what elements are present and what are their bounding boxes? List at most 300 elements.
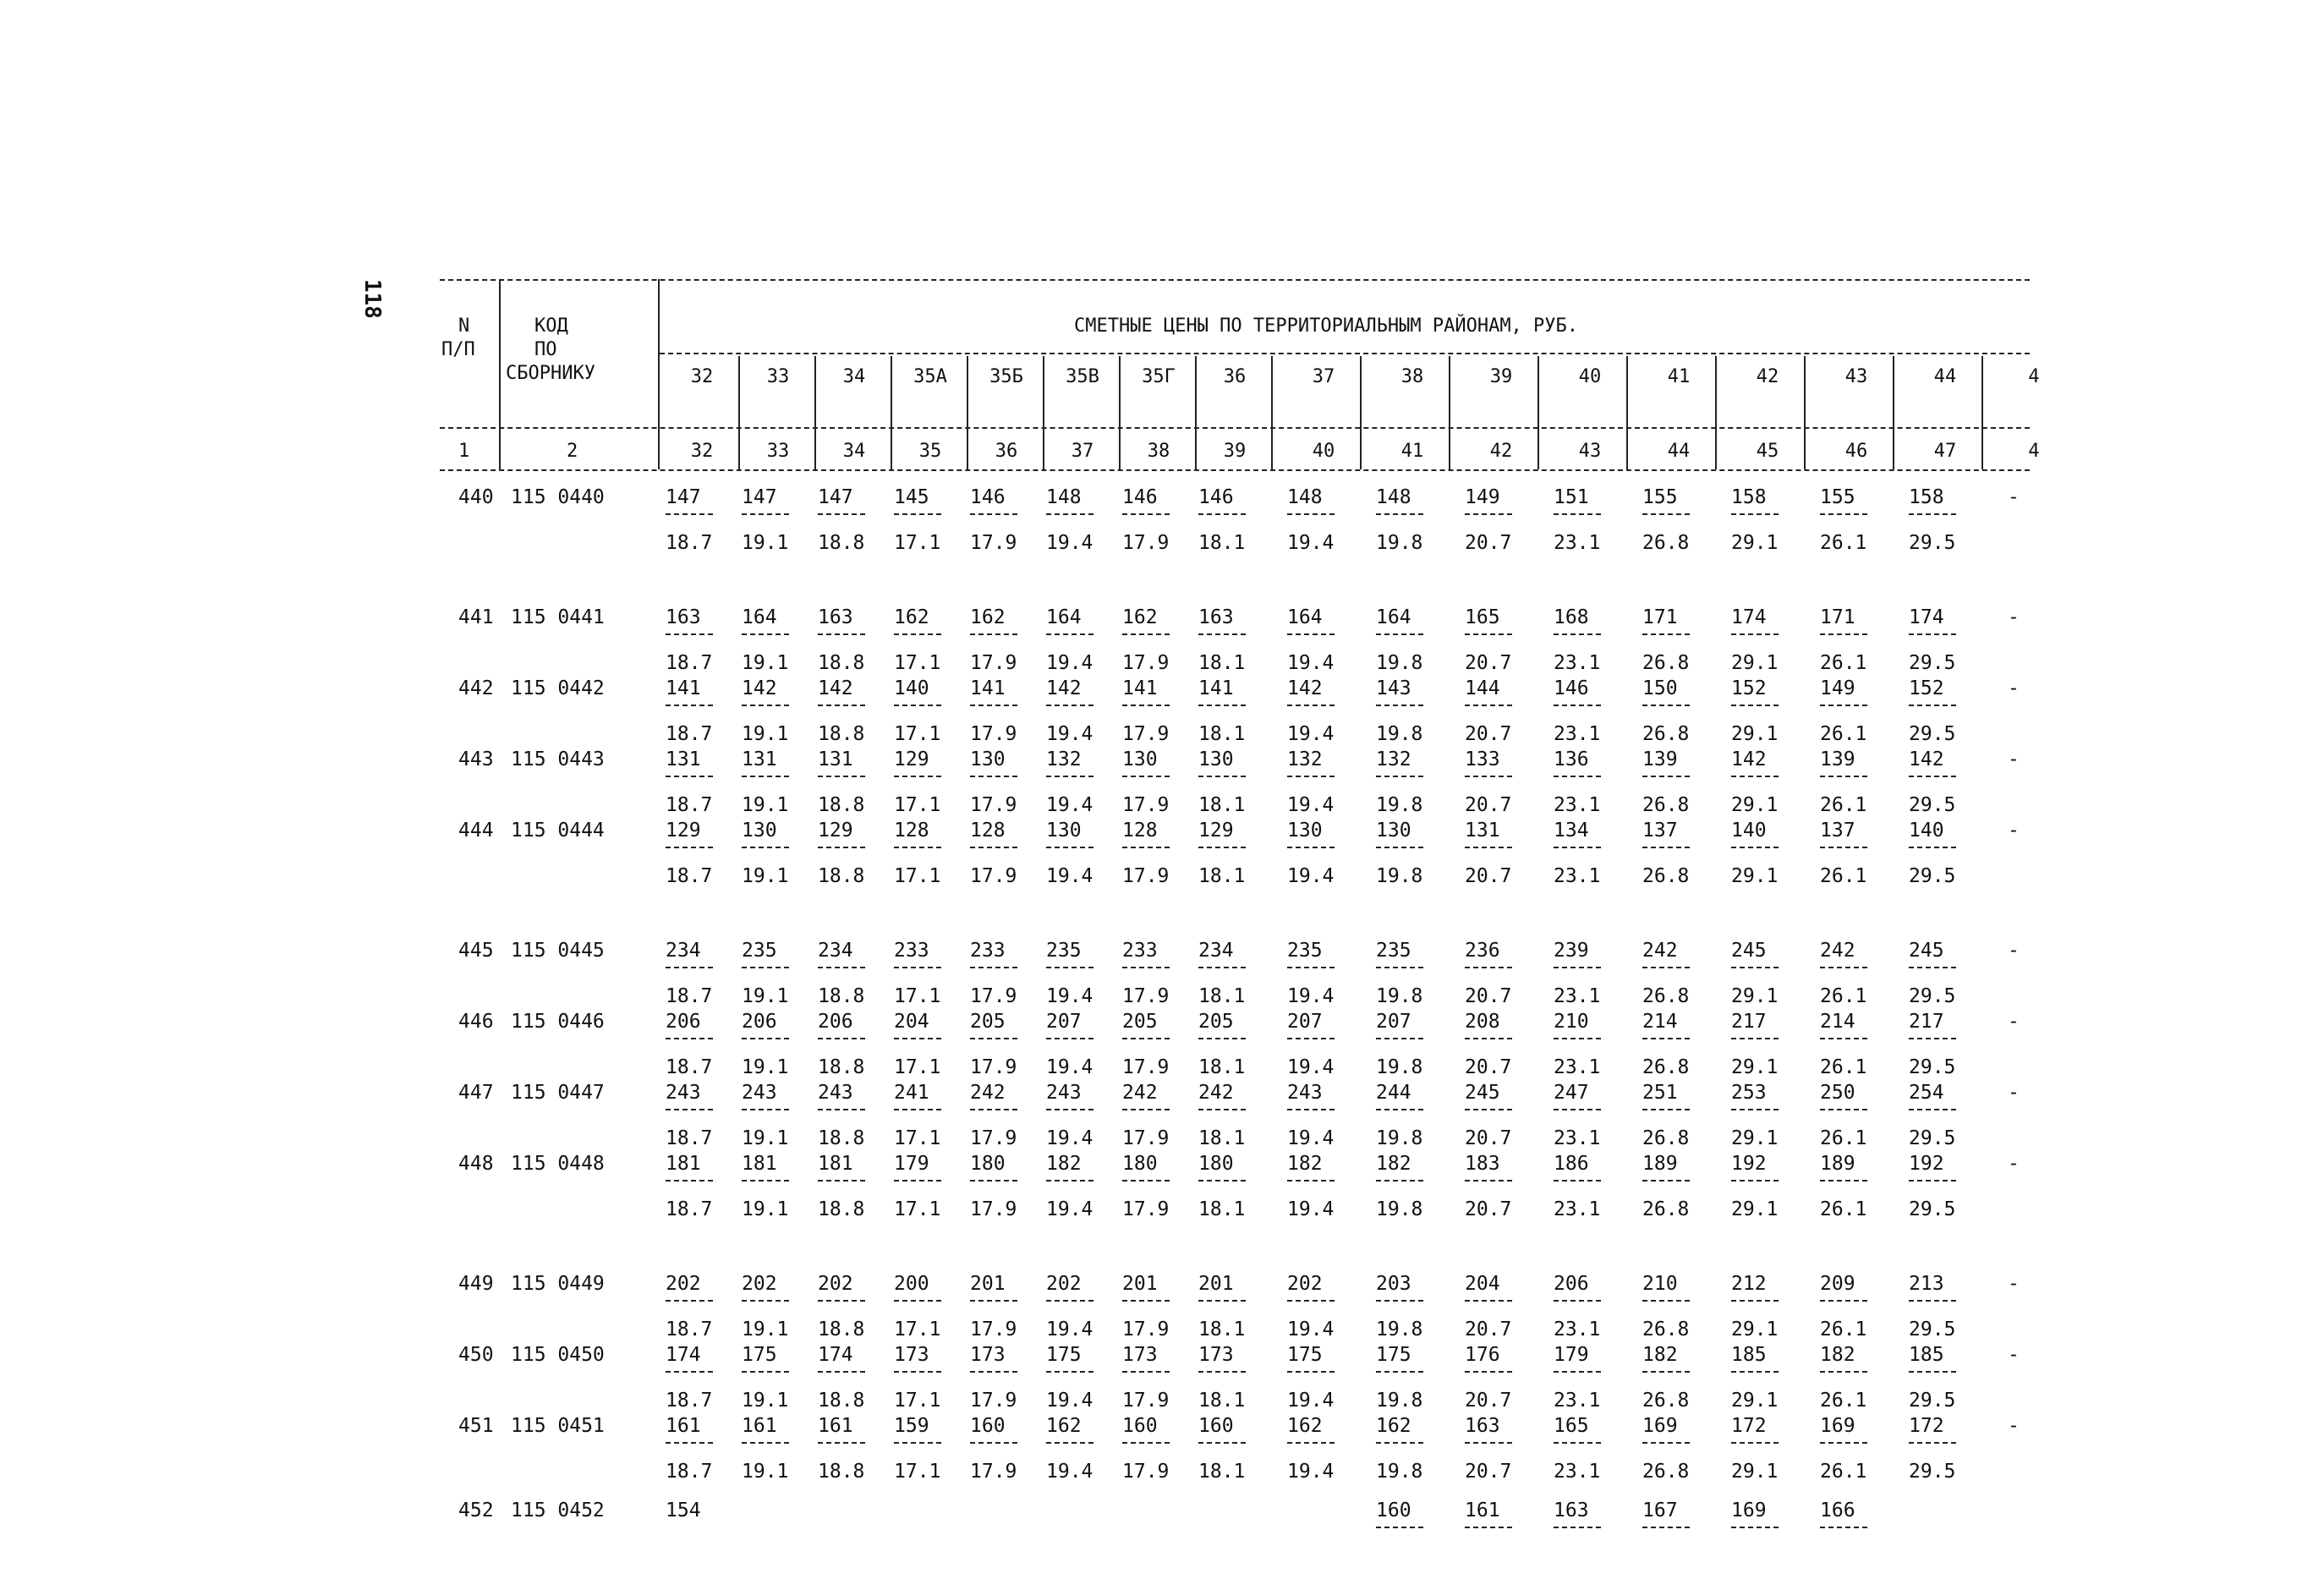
price-value: 129 bbox=[1198, 820, 1234, 842]
price-value: 150 bbox=[1642, 677, 1678, 699]
price-divisor: 19.4 bbox=[1287, 723, 1335, 745]
row-tail: - bbox=[2008, 1415, 2020, 1437]
price-divisor: 20.7 bbox=[1465, 1319, 1512, 1341]
price-divisor: 26.8 bbox=[1642, 1461, 1690, 1483]
price-value: 214 bbox=[1820, 1011, 1855, 1033]
fraction-bar bbox=[666, 847, 713, 848]
price-divisor: 17.9 bbox=[970, 865, 1017, 887]
fraction-bar bbox=[1376, 1300, 1423, 1302]
price-value: 129 bbox=[818, 820, 853, 842]
fraction-bar bbox=[1376, 1109, 1423, 1110]
price-value: 146 bbox=[1122, 486, 1158, 508]
fraction-bar bbox=[1731, 1300, 1779, 1302]
price-divisor: 17.9 bbox=[970, 1390, 1017, 1412]
price-divisor: 18.7 bbox=[666, 985, 713, 1007]
price-divisor: 18.1 bbox=[1198, 723, 1246, 745]
price-divisor: 18.7 bbox=[666, 1127, 713, 1149]
price-value: 163 bbox=[818, 606, 853, 628]
price-divisor: 26.8 bbox=[1642, 532, 1690, 554]
fraction-bar bbox=[970, 1038, 1017, 1039]
price-value: 182 bbox=[1287, 1153, 1323, 1175]
fraction-bar bbox=[1554, 1442, 1601, 1444]
price-divisor: 19.8 bbox=[1376, 1390, 1423, 1412]
fraction-bar bbox=[1287, 1442, 1335, 1444]
price-divisor: 29.5 bbox=[1909, 1198, 1956, 1220]
price-divisor: 29.1 bbox=[1731, 1319, 1779, 1341]
price-value: 185 bbox=[1909, 1344, 1944, 1366]
fraction-bar bbox=[1376, 1527, 1423, 1528]
price-divisor: 29.5 bbox=[1909, 1461, 1956, 1483]
row-number: 440 bbox=[458, 486, 494, 508]
price-value: 234 bbox=[666, 940, 701, 962]
column-number: 45 bbox=[1756, 441, 1779, 462]
fraction-bar bbox=[666, 513, 713, 515]
price-value: 141 bbox=[1198, 677, 1234, 699]
price-value: 159 bbox=[894, 1415, 929, 1437]
fraction-bar bbox=[1554, 776, 1601, 777]
price-divisor: 18.1 bbox=[1198, 652, 1246, 674]
fraction-bar bbox=[1554, 1180, 1601, 1182]
fraction-bar bbox=[1198, 776, 1246, 777]
price-value: 143 bbox=[1376, 677, 1411, 699]
fraction-bar bbox=[1731, 1371, 1779, 1373]
price-value: 163 bbox=[1198, 606, 1234, 628]
row-number: 451 bbox=[458, 1415, 494, 1437]
price-value: 202 bbox=[818, 1273, 853, 1295]
row-code: 115 0452 bbox=[511, 1500, 605, 1521]
fraction-bar bbox=[970, 776, 1017, 777]
price-divisor: 26.1 bbox=[1820, 1198, 1867, 1220]
fraction-bar bbox=[1465, 967, 1512, 968]
fraction-bar bbox=[1642, 776, 1690, 777]
fraction-bar bbox=[894, 705, 941, 706]
row-tail: - bbox=[2008, 940, 2020, 962]
price-value: 169 bbox=[1820, 1415, 1855, 1437]
price-value: 142 bbox=[1046, 677, 1082, 699]
row-tail: - bbox=[2008, 1011, 2020, 1033]
price-value: 171 bbox=[1820, 606, 1855, 628]
price-value: 174 bbox=[1909, 606, 1944, 628]
fraction-bar bbox=[1122, 1371, 1170, 1373]
fraction-bar bbox=[818, 1442, 865, 1444]
price-value: 168 bbox=[1554, 606, 1589, 628]
price-value: 169 bbox=[1642, 1415, 1678, 1437]
header-bottom-rule bbox=[440, 469, 2030, 471]
price-value: 165 bbox=[1554, 1415, 1589, 1437]
price-divisor: 29.1 bbox=[1731, 1198, 1779, 1220]
price-value: 147 bbox=[742, 486, 777, 508]
region-label: 38 bbox=[1400, 366, 1424, 387]
price-divisor: 26.1 bbox=[1820, 794, 1867, 816]
fraction-bar bbox=[1046, 1180, 1093, 1182]
region-label: 4 bbox=[2028, 366, 2040, 387]
price-divisor: 20.7 bbox=[1465, 532, 1512, 554]
fraction-bar bbox=[1046, 776, 1093, 777]
price-value: 129 bbox=[666, 820, 701, 842]
price-value: 235 bbox=[742, 940, 777, 962]
price-divisor: 26.8 bbox=[1642, 865, 1690, 887]
price-value: 210 bbox=[1554, 1011, 1589, 1033]
price-divisor: 17.1 bbox=[894, 532, 941, 554]
price-value: 130 bbox=[1046, 820, 1082, 842]
region-label: 43 bbox=[1844, 366, 1868, 387]
fraction-bar bbox=[818, 513, 865, 515]
price-divisor: 23.1 bbox=[1554, 794, 1601, 816]
fraction-bar bbox=[1642, 1180, 1690, 1182]
price-divisor: 26.1 bbox=[1820, 1319, 1867, 1341]
price-value: 148 bbox=[1287, 486, 1323, 508]
price-value: 137 bbox=[1820, 820, 1855, 842]
price-divisor: 29.1 bbox=[1731, 865, 1779, 887]
region-label: 35Г bbox=[1142, 366, 1176, 387]
row-code: 115 0445 bbox=[511, 940, 605, 962]
price-value: 147 bbox=[818, 486, 853, 508]
price-value: 242 bbox=[970, 1082, 1006, 1104]
fraction-bar bbox=[970, 967, 1017, 968]
fraction-bar bbox=[1046, 633, 1093, 635]
price-divisor: 26.1 bbox=[1820, 1056, 1867, 1078]
price-value: 201 bbox=[1122, 1273, 1158, 1295]
price-divisor: 17.9 bbox=[1122, 985, 1170, 1007]
price-value: 179 bbox=[1554, 1344, 1589, 1366]
fraction-bar bbox=[1820, 705, 1867, 706]
price-divisor: 20.7 bbox=[1465, 865, 1512, 887]
price-divisor: 17.9 bbox=[1122, 652, 1170, 674]
price-value: 205 bbox=[970, 1011, 1006, 1033]
fraction-bar bbox=[1909, 847, 1956, 848]
price-divisor: 23.1 bbox=[1554, 723, 1601, 745]
price-divisor: 29.5 bbox=[1909, 794, 1956, 816]
fraction-bar bbox=[742, 967, 789, 968]
price-divisor: 26.1 bbox=[1820, 723, 1867, 745]
fraction-bar bbox=[1554, 967, 1601, 968]
price-value: 137 bbox=[1642, 820, 1678, 842]
row-tail: - bbox=[2008, 677, 2020, 699]
fraction-bar bbox=[1820, 967, 1867, 968]
column-number: 32 bbox=[690, 441, 714, 462]
price-value: 140 bbox=[1909, 820, 1944, 842]
fraction-bar bbox=[1554, 705, 1601, 706]
price-value: 164 bbox=[1287, 606, 1323, 628]
fraction-bar bbox=[1820, 1442, 1867, 1444]
fraction-bar bbox=[818, 705, 865, 706]
fraction-bar bbox=[1122, 1180, 1170, 1182]
fraction-bar bbox=[1554, 1371, 1601, 1373]
fraction-bar bbox=[1731, 1180, 1779, 1182]
price-divisor: 19.1 bbox=[742, 1319, 789, 1341]
price-value: 155 bbox=[1642, 486, 1678, 508]
price-value: 204 bbox=[894, 1011, 929, 1033]
price-divisor: 19.4 bbox=[1046, 1319, 1093, 1341]
price-divisor: 17.1 bbox=[894, 794, 941, 816]
price-value: 203 bbox=[1376, 1273, 1411, 1295]
fraction-bar bbox=[1198, 1038, 1246, 1039]
fraction-bar bbox=[1198, 1109, 1246, 1110]
price-divisor: 19.1 bbox=[742, 794, 789, 816]
price-value: 182 bbox=[1046, 1153, 1082, 1175]
price-value: 131 bbox=[666, 748, 701, 770]
price-divisor: 17.1 bbox=[894, 1056, 941, 1078]
price-value: 243 bbox=[1287, 1082, 1323, 1104]
fraction-bar bbox=[1642, 1442, 1690, 1444]
price-value: 250 bbox=[1820, 1082, 1855, 1104]
price-value: 217 bbox=[1909, 1011, 1944, 1033]
price-divisor: 19.4 bbox=[1046, 985, 1093, 1007]
price-divisor: 23.1 bbox=[1554, 865, 1601, 887]
fraction-bar bbox=[1198, 1180, 1246, 1182]
fraction-bar bbox=[1465, 1038, 1512, 1039]
price-divisor: 18.8 bbox=[818, 1319, 865, 1341]
price-value: 243 bbox=[818, 1082, 853, 1104]
price-divisor: 17.1 bbox=[894, 1198, 941, 1220]
fraction-bar bbox=[1642, 1371, 1690, 1373]
price-divisor: 19.4 bbox=[1046, 1461, 1093, 1483]
price-divisor: 29.5 bbox=[1909, 1390, 1956, 1412]
price-value: 234 bbox=[1198, 940, 1234, 962]
price-value: 241 bbox=[894, 1082, 929, 1104]
fraction-bar bbox=[1046, 1038, 1093, 1039]
price-value: 142 bbox=[1731, 748, 1767, 770]
header-kod: КОД bbox=[534, 315, 568, 337]
fraction-bar bbox=[742, 705, 789, 706]
price-value: 164 bbox=[742, 606, 777, 628]
price-value: 245 bbox=[1731, 940, 1767, 962]
fraction-bar bbox=[1122, 776, 1170, 777]
price-divisor: 18.7 bbox=[666, 532, 713, 554]
price-value: 158 bbox=[1731, 486, 1767, 508]
fraction-bar bbox=[1287, 776, 1335, 777]
row-tail: - bbox=[2008, 748, 2020, 770]
price-divisor: 19.8 bbox=[1376, 1461, 1423, 1483]
price-value: 212 bbox=[1731, 1273, 1767, 1295]
price-divisor: 17.9 bbox=[1122, 1127, 1170, 1149]
fraction-bar bbox=[970, 1300, 1017, 1302]
price-value: 210 bbox=[1642, 1273, 1678, 1295]
price-value: 244 bbox=[1376, 1082, 1411, 1104]
price-divisor: 19.1 bbox=[742, 1127, 789, 1149]
price-divisor: 17.9 bbox=[970, 1056, 1017, 1078]
region-label: 36 bbox=[1223, 366, 1247, 387]
fraction-bar bbox=[1731, 1109, 1779, 1110]
fraction-bar bbox=[1465, 776, 1512, 777]
price-divisor: 19.4 bbox=[1287, 1390, 1335, 1412]
price-divisor: 17.9 bbox=[970, 723, 1017, 745]
price-value: 180 bbox=[1198, 1153, 1234, 1175]
region-label: 35Б bbox=[989, 366, 1023, 387]
fraction-bar bbox=[1731, 633, 1779, 635]
fraction-bar bbox=[818, 847, 865, 848]
fraction-bar bbox=[1046, 1300, 1093, 1302]
fraction-bar bbox=[894, 633, 941, 635]
price-divisor: 18.8 bbox=[818, 865, 865, 887]
fraction-bar bbox=[1287, 1300, 1335, 1302]
price-value: 181 bbox=[666, 1153, 701, 1175]
fraction-bar bbox=[1376, 1442, 1423, 1444]
price-divisor: 19.1 bbox=[742, 532, 789, 554]
price-value: 149 bbox=[1465, 486, 1500, 508]
price-value: 181 bbox=[742, 1153, 777, 1175]
price-value: 207 bbox=[1046, 1011, 1082, 1033]
fraction-bar bbox=[1046, 1442, 1093, 1444]
price-divisor: 29.1 bbox=[1731, 532, 1779, 554]
price-divisor: 17.9 bbox=[970, 794, 1017, 816]
price-divisor: 26.8 bbox=[1642, 1319, 1690, 1341]
price-divisor: 18.8 bbox=[818, 1127, 865, 1149]
price-divisor: 19.4 bbox=[1287, 1461, 1335, 1483]
price-divisor: 17.9 bbox=[1122, 723, 1170, 745]
price-value: 133 bbox=[1465, 748, 1500, 770]
price-divisor: 23.1 bbox=[1554, 652, 1601, 674]
table-title: СМЕТНЫЕ ЦЕНЫ ПО ТЕРРИТОРИАЛЬНЫМ РАЙОНАМ, РУБ. bbox=[1074, 315, 1579, 337]
row-code: 115 0448 bbox=[511, 1153, 605, 1175]
price-divisor: 19.4 bbox=[1046, 794, 1093, 816]
price-divisor: 18.8 bbox=[818, 1461, 865, 1483]
fraction-bar bbox=[894, 513, 941, 515]
price-value: 160 bbox=[1198, 1415, 1234, 1437]
column-number: 42 bbox=[1489, 441, 1513, 462]
fraction-bar bbox=[1820, 1371, 1867, 1373]
price-value: 254 bbox=[1909, 1082, 1944, 1104]
price-value: 165 bbox=[1465, 606, 1500, 628]
row-number: 448 bbox=[458, 1153, 494, 1175]
fraction-bar bbox=[970, 847, 1017, 848]
price-value: 209 bbox=[1820, 1273, 1855, 1295]
fraction-bar bbox=[1287, 1038, 1335, 1039]
price-table bbox=[440, 275, 2040, 1527]
fraction-bar bbox=[666, 1180, 713, 1182]
fraction-bar bbox=[1122, 847, 1170, 848]
fraction-bar bbox=[1642, 967, 1690, 968]
fraction-bar bbox=[1376, 1371, 1423, 1373]
fraction-bar bbox=[1731, 967, 1779, 968]
column-number: 37 bbox=[1071, 441, 1094, 462]
fraction-bar bbox=[1287, 1180, 1335, 1182]
price-divisor: 26.8 bbox=[1642, 1127, 1690, 1149]
fraction-bar bbox=[1642, 513, 1690, 515]
fraction-bar bbox=[818, 967, 865, 968]
price-value: 148 bbox=[1376, 486, 1411, 508]
price-value: 182 bbox=[1820, 1344, 1855, 1366]
price-divisor: 18.8 bbox=[818, 985, 865, 1007]
fraction-bar bbox=[1909, 513, 1956, 515]
price-value: 142 bbox=[742, 677, 777, 699]
price-value: 134 bbox=[1554, 820, 1589, 842]
price-divisor: 18.8 bbox=[818, 1390, 865, 1412]
price-divisor: 19.4 bbox=[1287, 1127, 1335, 1149]
fraction-bar bbox=[1909, 705, 1956, 706]
page-number: 118 bbox=[359, 279, 385, 319]
price-value: 148 bbox=[1046, 486, 1082, 508]
price-value: 200 bbox=[894, 1273, 929, 1295]
price-value: 235 bbox=[1376, 940, 1411, 962]
region-label: 40 bbox=[1578, 366, 1602, 387]
price-divisor: 19.1 bbox=[742, 1056, 789, 1078]
fraction-bar bbox=[970, 513, 1017, 515]
price-value: 174 bbox=[666, 1344, 701, 1366]
fraction-bar bbox=[1820, 1180, 1867, 1182]
price-divisor: 19.8 bbox=[1376, 652, 1423, 674]
price-value: 173 bbox=[970, 1344, 1006, 1366]
row-code: 115 0441 bbox=[511, 606, 605, 628]
price-divisor: 23.1 bbox=[1554, 532, 1601, 554]
price-value: 160 bbox=[970, 1415, 1006, 1437]
price-divisor: 26.1 bbox=[1820, 1461, 1867, 1483]
price-value: 247 bbox=[1554, 1082, 1589, 1104]
header-pp: П/П bbox=[441, 339, 475, 360]
price-value: 130 bbox=[1122, 748, 1158, 770]
price-value: 175 bbox=[742, 1344, 777, 1366]
price-divisor: 19.1 bbox=[742, 723, 789, 745]
price-divisor: 19.4 bbox=[1046, 1127, 1093, 1149]
price-divisor: 29.5 bbox=[1909, 1056, 1956, 1078]
fraction-bar bbox=[1376, 967, 1423, 968]
price-value: 130 bbox=[970, 748, 1006, 770]
fraction-bar bbox=[1731, 1527, 1779, 1528]
price-divisor: 19.8 bbox=[1376, 985, 1423, 1007]
row-code: 115 0440 bbox=[511, 486, 605, 508]
fraction-bar bbox=[1465, 705, 1512, 706]
region-label: 42 bbox=[1756, 366, 1779, 387]
region-label: 37 bbox=[1312, 366, 1335, 387]
header-sep-2 bbox=[658, 279, 660, 469]
price-divisor: 17.9 bbox=[1122, 865, 1170, 887]
fraction-bar bbox=[1465, 847, 1512, 848]
price-divisor: 19.4 bbox=[1046, 723, 1093, 745]
price-value: 139 bbox=[1642, 748, 1678, 770]
price-divisor: 26.8 bbox=[1642, 1390, 1690, 1412]
price-value: 173 bbox=[894, 1344, 929, 1366]
price-value: 146 bbox=[970, 486, 1006, 508]
header-sep-1 bbox=[499, 279, 501, 469]
price-divisor: 23.1 bbox=[1554, 985, 1601, 1007]
price-divisor: 18.1 bbox=[1198, 865, 1246, 887]
price-divisor: 20.7 bbox=[1465, 1127, 1512, 1149]
fraction-bar bbox=[1909, 1442, 1956, 1444]
fraction-bar bbox=[1465, 1300, 1512, 1302]
price-value: 234 bbox=[818, 940, 853, 962]
price-divisor: 19.4 bbox=[1287, 1319, 1335, 1341]
price-value: 180 bbox=[970, 1153, 1006, 1175]
fraction-bar bbox=[1642, 1109, 1690, 1110]
region-label: 34 bbox=[842, 366, 866, 387]
price-value: 245 bbox=[1465, 1082, 1500, 1104]
row-tail: - bbox=[2008, 1153, 2020, 1175]
price-divisor: 19.4 bbox=[1046, 1198, 1093, 1220]
price-divisor: 17.9 bbox=[1122, 1390, 1170, 1412]
fraction-bar bbox=[666, 776, 713, 777]
price-value: 128 bbox=[894, 820, 929, 842]
price-value: 243 bbox=[666, 1082, 701, 1104]
fraction-bar bbox=[1731, 1442, 1779, 1444]
price-value: 142 bbox=[1909, 748, 1944, 770]
price-value: 130 bbox=[1376, 820, 1411, 842]
price-divisor: 20.7 bbox=[1465, 794, 1512, 816]
fraction-bar bbox=[1554, 633, 1601, 635]
fraction-bar bbox=[1376, 513, 1423, 515]
price-divisor: 29.5 bbox=[1909, 1319, 1956, 1341]
price-value: 214 bbox=[1642, 1011, 1678, 1033]
fraction-bar bbox=[1820, 776, 1867, 777]
fraction-bar bbox=[1642, 705, 1690, 706]
price-value: 202 bbox=[1287, 1273, 1323, 1295]
price-divisor: 19.4 bbox=[1287, 865, 1335, 887]
price-value: 163 bbox=[1465, 1415, 1500, 1437]
fraction-bar bbox=[1122, 1300, 1170, 1302]
fraction-bar bbox=[1122, 513, 1170, 515]
price-divisor: 17.9 bbox=[1122, 794, 1170, 816]
price-divisor: 19.8 bbox=[1376, 532, 1423, 554]
price-divisor: 17.1 bbox=[894, 723, 941, 745]
